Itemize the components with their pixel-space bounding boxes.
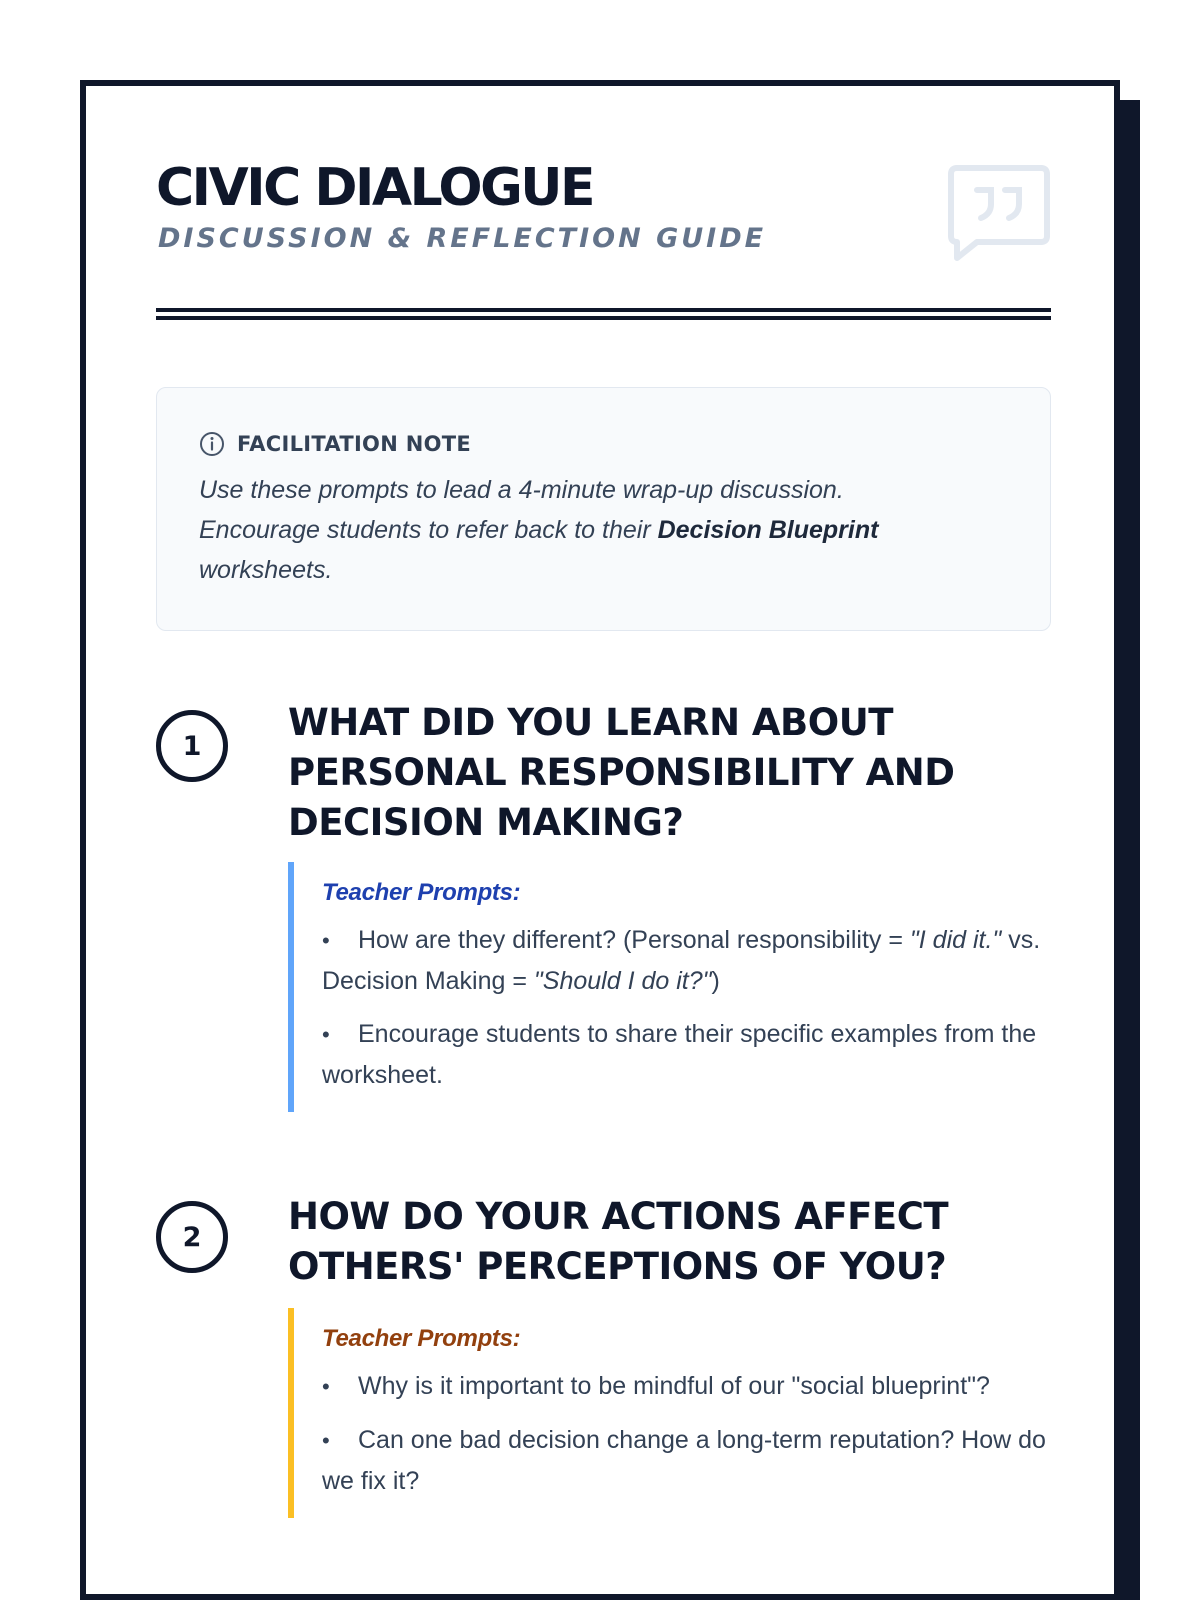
prompt-text: ) bbox=[711, 967, 720, 995]
facilitation-note bbox=[156, 387, 1051, 631]
teacher-prompts bbox=[288, 862, 1051, 1112]
page-title: CIVIC DIALOGUE bbox=[156, 158, 594, 218]
list-item bbox=[322, 1366, 1051, 1407]
bullet: • bbox=[322, 1022, 330, 1047]
guide-card bbox=[80, 80, 1120, 1600]
list-item bbox=[322, 920, 1051, 1001]
teacher-prompts-label: Teacher Prompts: bbox=[322, 1325, 521, 1352]
list-item bbox=[322, 1420, 1051, 1501]
bullet: • bbox=[322, 928, 330, 953]
list-item bbox=[322, 1014, 1051, 1095]
note-text-start: Use these prompts to lead a 4-minute wrap-up discussion. Encourage students to refer back to their bbox=[199, 476, 844, 544]
note-text-bold: Decision Blueprint bbox=[657, 516, 879, 544]
question-title: WHAT DID YOU LEARN ABOUT PERSONAL RESPONSIBILITY AND DECISION MAKING? bbox=[288, 701, 955, 844]
prompt-quote: "I did it." bbox=[909, 926, 1002, 954]
quote-bubble-icon bbox=[947, 164, 1051, 262]
prompt-text: vs. Decision Making = bbox=[322, 926, 1041, 995]
teacher-prompts bbox=[288, 1308, 1051, 1518]
prompt-text: Can one bad decision change a long-term reputation? How do we fix it? bbox=[322, 1426, 1046, 1495]
prompt-text: Why is it important to be mindful of our "social blueprint"? bbox=[358, 1372, 990, 1400]
prompt-text: How are they different? (Personal responsibility = bbox=[358, 926, 910, 954]
prompt-quote: "Should I do it?" bbox=[533, 967, 712, 995]
question-number-badge: 1 bbox=[156, 710, 228, 782]
facilitation-note-text bbox=[199, 470, 939, 590]
header bbox=[156, 156, 1051, 256]
facilitation-note-header bbox=[199, 428, 1010, 460]
teacher-prompts-label: Teacher Prompts: bbox=[322, 879, 521, 906]
page-subtitle: DISCUSSION & REFLECTION GUIDE bbox=[158, 223, 767, 254]
header-divider bbox=[156, 308, 1051, 312]
prompt-list bbox=[322, 1366, 1051, 1501]
question-title: HOW DO YOUR ACTIONS AFFECT OTHERS' PERCEPTIONS OF YOU? bbox=[288, 1195, 949, 1288]
note-text-end: worksheets. bbox=[199, 556, 333, 584]
info-icon bbox=[199, 431, 225, 457]
question-number-badge: 2 bbox=[156, 1201, 228, 1273]
prompt-text: Encourage students to share their specific examples from the worksheet. bbox=[322, 1020, 1037, 1089]
facilitation-note-label: FACILITATION NOTE bbox=[237, 432, 471, 456]
bullet: • bbox=[322, 1428, 330, 1453]
bullet: • bbox=[322, 1374, 330, 1399]
prompt-list bbox=[322, 920, 1051, 1095]
